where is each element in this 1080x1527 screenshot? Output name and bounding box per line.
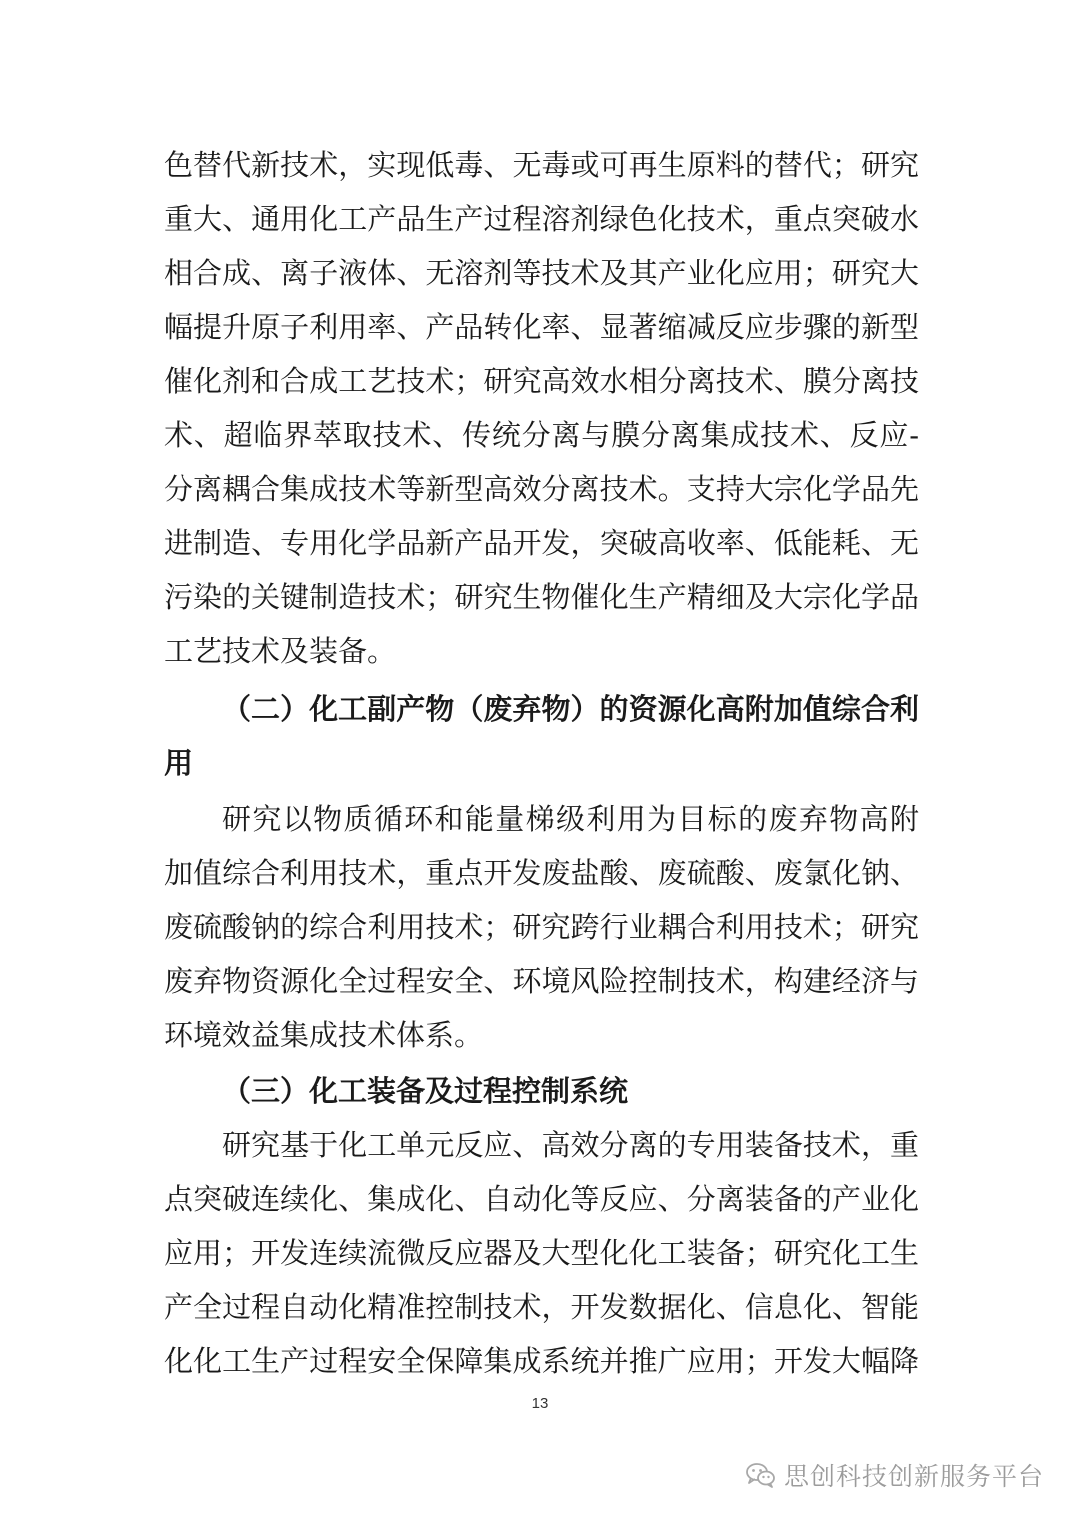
section-heading-3: （三）化工装备及过程控制系统 — [222, 1074, 629, 1108]
paragraph-line: 幅提升原子利用率、产品转化率、显著缩减反应步骤的新型 — [164, 310, 919, 344]
paragraph-line: 研究以物质循环和能量梯级利用为目标的废弃物高附 — [222, 802, 919, 836]
paragraph-line: 工艺技术及装备。 — [164, 634, 397, 668]
section-heading-2-continued: 用 — [164, 746, 194, 780]
section-heading-2: （二）化工副产物（废弃物）的资源化高附加值综合利 — [222, 692, 919, 726]
paragraph-line: 研究基于化工单元反应、高效分离的专用装备技术，重 — [222, 1128, 919, 1162]
watermark — [746, 1455, 1044, 1495]
paragraph-line: 色替代新技术，实现低毒、无毒或可再生原料的替代；研究 — [164, 148, 919, 182]
paragraph-line: 加值综合利用技术，重点开发废盐酸、废硫酸、废氯化钠、 — [164, 856, 919, 890]
paragraph-line: 催化剂和合成工艺技术；研究高效水相分离技术、膜分离技 — [164, 364, 919, 398]
paragraph-line: 术、超临界萃取技术、传统分离与膜分离集成技术、反应- — [164, 418, 919, 452]
paragraph-line: 进制造、专用化学品新产品开发，突破高收率、低能耗、无 — [164, 526, 919, 560]
paragraph-line: 环境效益集成技术体系。 — [164, 1018, 484, 1052]
paragraph-line: 废弃物资源化全过程安全、环境风险控制技术，构建经济与 — [164, 964, 919, 998]
paragraph-line: 产全过程自动化精准控制技术，开发数据化、信息化、智能 — [164, 1290, 919, 1324]
paragraph-line: 化化工生产过程安全保障集成系统并推广应用；开发大幅降 — [164, 1344, 919, 1378]
paragraph-line: 重大、通用化工产品生产过程溶剂绿色化技术，重点突破水 — [164, 202, 919, 236]
wechat-icon — [746, 1462, 776, 1488]
paragraph-line: 污染的关键制造技术；研究生物催化生产精细及大宗化学品 — [164, 580, 919, 614]
paragraph-line: 分离耦合集成技术等新型高效分离技术。支持大宗化学品先 — [164, 472, 919, 506]
page-number: 13 — [531, 1395, 549, 1412]
paragraph-line: 废硫酸钠的综合利用技术；研究跨行业耦合利用技术；研究 — [164, 910, 919, 944]
watermark-text: 思创科技创新服务平台 — [783, 1462, 1044, 1491]
paragraph-line: 相合成、离子液体、无溶剂等技术及其产业化应用；研究大 — [164, 256, 919, 290]
paragraph-line: 应用；开发连续流微反应器及大型化化工装备；研究化工生 — [164, 1236, 919, 1270]
paragraph-line: 点突破连续化、集成化、自动化等反应、分离装备的产业化 — [164, 1182, 919, 1216]
